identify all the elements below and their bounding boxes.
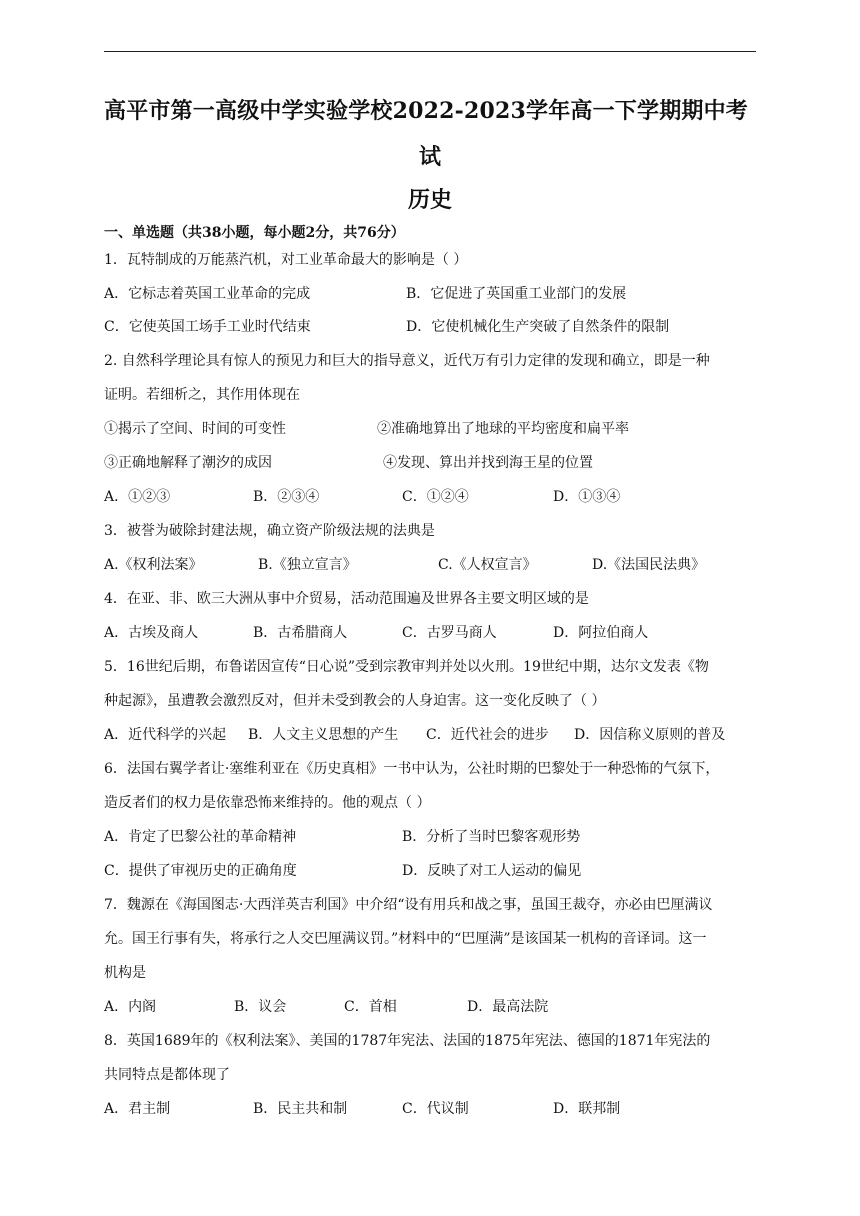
question-2-item-2: ②准确地算出了地球的平均密度和扁平率 bbox=[377, 421, 629, 437]
question-6-option-c[interactable]: C．提供了审视历史的正确角度 bbox=[104, 863, 297, 879]
question-2-item-4: ④发现、算出并找到海王星的位置 bbox=[383, 455, 593, 471]
question-2-option-d[interactable]: D．①③④ bbox=[553, 489, 621, 505]
question-2-option-b[interactable]: B．②③④ bbox=[253, 489, 320, 505]
question-8-stem-line-1: 8．英国1689年的《权利法案》、美国的1787年宪法、法国的1875年宪法、德国的1871年宪法的 bbox=[104, 1033, 711, 1049]
question-8-option-b[interactable]: B．民主共和制 bbox=[253, 1101, 348, 1117]
question-2-option-c[interactable]: C．①②④ bbox=[402, 489, 469, 505]
exam-title: 高平市第一高级中学实验学校2022-2023学年高一下学期期中考 bbox=[104, 98, 748, 124]
question-7-option-d[interactable]: D．最高法院 bbox=[467, 999, 549, 1015]
question-2-stem-line-1: 2. 自然科学理论具有惊人的预见力和巨大的指导意义，近代万有引力定律的发现和确立，即是一种 bbox=[104, 353, 710, 369]
question-6-option-b[interactable]: B．分析了当时巴黎客观形势 bbox=[402, 829, 581, 845]
question-3-option-b[interactable]: B.《独立宣言》 bbox=[258, 557, 357, 573]
question-5-option-b[interactable]: B．人文主义思想的产生 bbox=[248, 727, 399, 743]
question-4-option-d[interactable]: D．阿拉伯商人 bbox=[553, 625, 649, 641]
question-1-option-a[interactable]: A．它标志着英国工业革命的完成 bbox=[104, 286, 311, 302]
question-1-option-c[interactable]: C．它使英国工场手工业时代结束 bbox=[104, 319, 311, 335]
section-heading: 一、单选题（共38小题，每小题2分，共76分） bbox=[104, 225, 405, 241]
question-8-stem-line-2: 共同特点是都体现了 bbox=[104, 1067, 230, 1083]
question-1-stem: 1．瓦特制成的万能蒸汽机，对工业革命最大的影响是（ ） bbox=[104, 252, 468, 268]
question-7-option-c[interactable]: C．首相 bbox=[344, 999, 397, 1015]
question-2-item-3: ③正确地解释了潮汐的成因 bbox=[104, 455, 272, 471]
question-8-option-a[interactable]: A．君主制 bbox=[104, 1101, 171, 1117]
question-4-option-c[interactable]: C．古罗马商人 bbox=[402, 625, 497, 641]
question-5-option-a[interactable]: A．近代科学的兴起 bbox=[104, 727, 227, 743]
question-7-stem-line-2: 允。国王行事有失，将承行之人交巴厘满议罚。”材料中的“巴厘满”是该国某一机构的音译词。这一 bbox=[104, 931, 707, 947]
question-3-option-c[interactable]: C.《人权宣言》 bbox=[438, 557, 537, 573]
question-4-option-b[interactable]: B．古希腊商人 bbox=[253, 625, 348, 641]
exam-title-continued: 试 bbox=[418, 144, 441, 170]
question-6-option-d[interactable]: D．反映了对工人运动的偏见 bbox=[402, 863, 582, 879]
question-2-option-a[interactable]: A．①②③ bbox=[104, 489, 171, 505]
question-7-option-b[interactable]: B．议会 bbox=[234, 999, 287, 1015]
subject-title: 历史 bbox=[407, 187, 452, 213]
question-6-option-a[interactable]: A．肯定了巴黎公社的革命精神 bbox=[104, 829, 297, 845]
header-rule bbox=[104, 51, 756, 52]
question-8-option-c[interactable]: C．代议制 bbox=[402, 1101, 469, 1117]
question-2-item-1: ①揭示了空间、时间的可变性 bbox=[104, 421, 286, 437]
question-1-option-b[interactable]: B．它促进了英国重工业部门的发展 bbox=[406, 286, 627, 302]
question-7-stem-line-1: 7．魏源在《海国图志·大西洋英吉利国》中介绍“设有用兵和战之事，虽国王裁夺，亦必由巴厘满议 bbox=[104, 897, 713, 913]
question-4-stem: 4．在亚、非、欧三大洲从事中介贸易，活动范围遍及世界各主要文明区域的是 bbox=[104, 591, 589, 607]
question-2-stem-line-2: 证明。若细析之，其作用体现在 bbox=[104, 387, 300, 403]
question-6-stem-line-1: 6．法国右翼学者让·塞维利亚在《历史真相》一书中认为，公社时期的巴黎处于一种恐怖的气氛下， bbox=[104, 761, 720, 777]
question-5-stem-line-1: 5．16世纪后期，布鲁诺因宣传“日心说”受到宗教审判并处以火刑。19世纪中期，达尔文发表《物 bbox=[104, 659, 709, 675]
question-3-option-a[interactable]: A.《权利法案》 bbox=[104, 557, 203, 573]
question-3-stem: 3．被誉为破除封建法规，确立资产阶级法规的法典是 bbox=[104, 523, 435, 539]
question-6-stem-line-2: 造反者们的权力是依靠恐怖来维持的。他的观点（ ） bbox=[104, 795, 431, 811]
question-5-option-d[interactable]: D．因信称义原则的普及 bbox=[574, 727, 726, 743]
question-5-stem-line-2: 种起源》，虽遭教会激烈反对，但并未受到教会的人身迫害。这一变化反映了（ ） bbox=[104, 693, 606, 709]
question-1-option-d[interactable]: D．它使机械化生产突破了自然条件的限制 bbox=[406, 319, 670, 335]
question-7-stem-line-3: 机构是 bbox=[104, 965, 146, 981]
question-8-option-d[interactable]: D．联邦制 bbox=[553, 1101, 621, 1117]
question-7-option-a[interactable]: A．内阁 bbox=[104, 999, 157, 1015]
question-3-option-d[interactable]: D.《法国民法典》 bbox=[592, 557, 706, 573]
question-4-option-a[interactable]: A．古埃及商人 bbox=[104, 625, 199, 641]
question-5-option-c[interactable]: C．近代社会的进步 bbox=[426, 727, 549, 743]
